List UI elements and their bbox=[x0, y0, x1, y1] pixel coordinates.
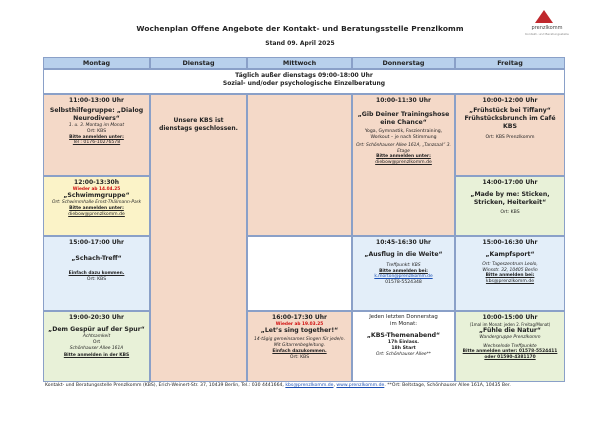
do3-l2: im Monat: bbox=[389, 321, 418, 328]
mo4-register: Bitte anmelden in der KBS bbox=[63, 353, 130, 359]
mi4-title: „Let’s sing together!“ bbox=[260, 327, 339, 335]
do1-time: 10:00-11:30 Uhr bbox=[376, 97, 431, 104]
logo-name: prenzlkomm bbox=[531, 25, 563, 31]
mi4-note: Wieder ab 19.03.25 bbox=[275, 321, 324, 327]
fr2-title: „Made by me: Sticken, Stricken, Heiterkeit“ bbox=[470, 190, 550, 206]
mo2-mail[interactable]: diebow@prenzlkomm.de bbox=[68, 211, 125, 217]
fr4-desc: Wechselnde Treffpunkte bbox=[483, 343, 537, 349]
logo-triangle-icon bbox=[535, 10, 553, 23]
fr1-title: „Frühstück bei Tiffany“ bbox=[469, 106, 551, 114]
mittwoch-mid bbox=[247, 236, 352, 311]
do1-ort: Ort: Schönhauser Allee 161A, „Tanzsaal“ 3. Etage bbox=[356, 142, 451, 154]
fr4-time: 10:00-15:00 Uhr bbox=[482, 314, 538, 321]
fr1-ort: Ort: KBS Prenzlkomm bbox=[485, 134, 535, 140]
fr2-time: 14:00-17:00 Uhr bbox=[482, 179, 538, 186]
fr3-time: 15:00-16:30 Uhr bbox=[482, 239, 538, 246]
fr3-addr: Winsstr. 32, 10405 Berlin bbox=[482, 267, 538, 273]
mo4-ort: Ort bbox=[92, 339, 101, 345]
footer bbox=[45, 383, 600, 388]
header-donnerstag: Donnerstag bbox=[352, 57, 455, 69]
do1-register: Bitte anmelden unter: bbox=[376, 154, 431, 160]
mo1-register: Bitte anmelden unter: bbox=[69, 134, 124, 140]
mi4-ort: Ort: KBS bbox=[289, 354, 310, 360]
mo2-time: 12:00-13:30h bbox=[74, 179, 119, 186]
mo1-title: Selbsthilfegruppe: „Dialog Neurodivers“ bbox=[49, 106, 144, 122]
card-mo-dialog bbox=[43, 94, 150, 176]
card-fr-made bbox=[455, 176, 565, 236]
fr2-ort: Ort: KBS bbox=[500, 209, 520, 215]
mo4-addr: Schönhauser Allee 161A bbox=[69, 345, 124, 351]
card-mi-sing bbox=[247, 311, 352, 382]
logo bbox=[517, 10, 577, 46]
fr1-title2: Frühstücksbrunch im Café KBS bbox=[464, 114, 556, 130]
header-montag: Montag bbox=[43, 57, 150, 69]
mo2-title: „Schwimmgruppe“ bbox=[63, 192, 130, 200]
card-mo-schwimm bbox=[43, 176, 150, 236]
do2-title: „Ausflug in die Weite“ bbox=[364, 250, 443, 258]
header-dienstag: Dienstag bbox=[150, 57, 247, 69]
banner-line1: Täglich außer dienstags 09:00-18:00 Uhr bbox=[235, 72, 373, 79]
card-fr-kampfsport bbox=[455, 236, 565, 311]
do1-desc: Yoga, Gymnastik, Faszientraining, Workout – je nach Stimmung bbox=[364, 128, 443, 140]
mo2-note: Wieder ab 14.04.25 bbox=[72, 186, 121, 192]
mo3-time: 15:00-17:00 Uhr bbox=[69, 239, 124, 246]
fr3-ort: Ort: Tageszentrum Leolo, bbox=[482, 261, 538, 267]
mo1-tel: Tel : 0176-10276578 bbox=[72, 140, 121, 146]
dienstag-closed bbox=[150, 94, 247, 382]
mittwoch-top bbox=[247, 94, 352, 236]
fr4-title: „Fühle die Natur“ bbox=[478, 326, 541, 334]
mi4-desc: 14-tägig gemeinsames Singen für jede/n. Mit Gitarrenbegleitung. bbox=[254, 337, 345, 349]
card-mo-schach bbox=[43, 236, 150, 311]
footer-text: Kontakt- und Beratungsstelle Prenzlkomm (KBS), Erich-Weinert-Str. 37, 10439 Berlin, Tel.: 030 4441664, bbox=[45, 383, 286, 388]
fr1-time: 10:00-12:00 Uhr bbox=[482, 97, 538, 104]
footer-web-link[interactable]: www.prenzlkomm.de bbox=[336, 383, 385, 388]
footer-note: . **Ort: Beltstage, Schönhauser Allee 161A, 10435 Ber. bbox=[384, 383, 511, 388]
mi4-time: 16:00-17:30 Uhr bbox=[272, 314, 327, 321]
do2-time: 10:45-16:30 Uhr bbox=[376, 239, 431, 246]
card-mo-achtsamkeit bbox=[43, 311, 150, 382]
card-fr-tiffany bbox=[455, 94, 565, 176]
dienstag-closed-text: Unsere KBS ist dienstags geschlossen. bbox=[159, 117, 238, 132]
mo1-when: 1. u. 3. Montag im Monat bbox=[68, 122, 125, 128]
header-mittwoch: Mittwoch bbox=[247, 57, 352, 69]
do1-mail[interactable]: diebow@prenzlkomm.de bbox=[375, 160, 432, 166]
do3-l4: 18h Start bbox=[391, 346, 416, 352]
do3-l3: 17h Einlass. bbox=[387, 340, 420, 346]
do3-title: „KBS-Themenabend“ bbox=[366, 332, 441, 340]
fr4-when: (1mal im Monat: jeden 2. Freitag/Monat) bbox=[469, 321, 551, 327]
mo4-title: „Dem Gespür auf der Spur“ bbox=[48, 325, 145, 333]
do3-l1: Jeden letzten Donnerstag bbox=[369, 314, 438, 320]
card-do-training bbox=[352, 94, 455, 236]
card-do-ausflug bbox=[352, 236, 455, 311]
do2-register: Bitte anmelden bei: bbox=[379, 268, 428, 274]
mo1-time: 11:00-13:00 Uhr bbox=[69, 97, 124, 104]
mo3-ort: Ort: KBS bbox=[86, 276, 107, 282]
fr3-title: „Kampfsport“ bbox=[485, 250, 535, 258]
fr4-register: Bitte anmelden unter: 01578-5524411 oder 01590-4381170 bbox=[462, 349, 558, 361]
footer-mail-link[interactable]: kbs@prenzlkomm.de bbox=[285, 383, 334, 388]
mo3-note: Einfach dazu kommen. bbox=[68, 270, 125, 276]
footer-sep: , bbox=[333, 383, 337, 388]
banner-line2: Sozial- und/oder psychologische Einzelberatung bbox=[222, 80, 386, 88]
page-title: Wochenplan Offene Angebote der Kontakt- und Beratungsstelle Prenzlkomm bbox=[136, 24, 464, 33]
mo2-register: Bitte anmelden unter: bbox=[69, 206, 124, 212]
mo3-title: „Schach-Treff“ bbox=[71, 254, 122, 262]
do2-mail[interactable]: k.morton@prenzlkomm.de bbox=[374, 274, 433, 280]
do2-ort: Treffpunkt: KBS bbox=[386, 262, 421, 268]
fr4-sub: Wandergruppe Prenzlkomm bbox=[479, 335, 541, 341]
header-freitag: Freitag bbox=[455, 57, 565, 69]
logo-sub: Kontakt- und Beratungsstelle bbox=[525, 32, 569, 36]
do1-title: „Gib Deiner Trainingshose eine Chance“ bbox=[357, 110, 450, 126]
fr3-mail[interactable]: kbs@prenzlkomm.de bbox=[485, 279, 535, 285]
banner bbox=[43, 69, 565, 94]
card-fr-natur bbox=[455, 311, 565, 382]
do2-tel: 01578-5524348 bbox=[385, 280, 422, 286]
mi4-note2: Einfach dazukommen. bbox=[272, 348, 327, 354]
card-do-themenabend bbox=[352, 311, 455, 382]
do3-ort: Ort: Schönhauser Allee** bbox=[376, 352, 431, 358]
fr3-register: Bitte anmelden bei: bbox=[485, 273, 535, 279]
mo4-sub: Achtsamkeit bbox=[82, 333, 111, 339]
mo2-ort: Ort: Schwimmhalle Ernst-Thälmann-Park bbox=[51, 200, 142, 206]
mo1-ort: Ort: KBS bbox=[86, 128, 107, 134]
stand-date: Stand 09. April 2025 bbox=[265, 40, 335, 47]
mo4-time: 19:00-20:30 Uhr bbox=[69, 314, 124, 321]
